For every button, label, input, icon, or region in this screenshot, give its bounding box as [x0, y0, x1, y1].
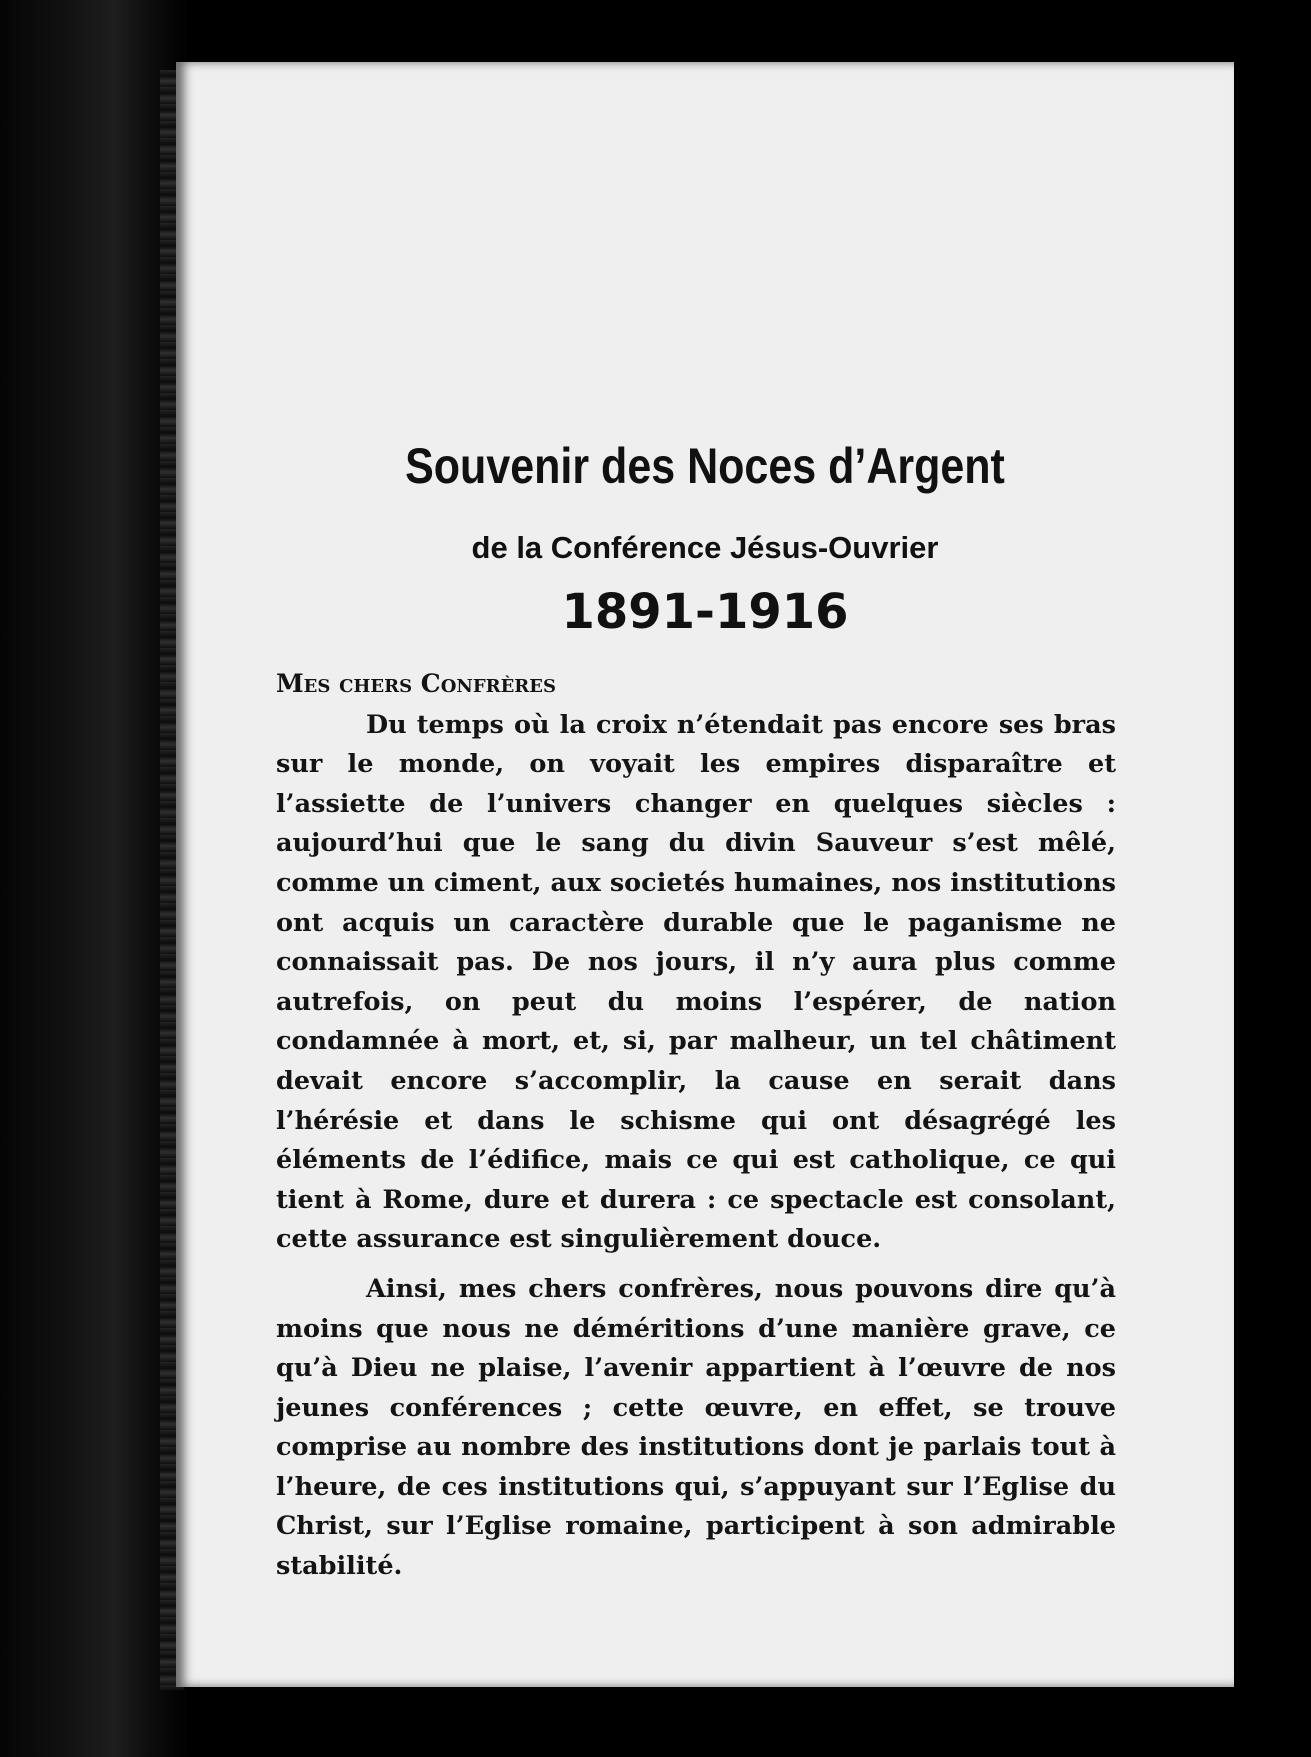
salutation: Mes chers Confrères — [276, 669, 556, 698]
paragraph-2: Ainsi, mes chers confrères, nous pouvons dire qu’à moins que nous ne déméritions d’une manière grave, ce qu’à Dieu ne plaise, l’avenir appartient à l’œuvre de nos jeunes conférences ; cette œuvre, en effet, se trouve comprise au nombre des institutions dont je parlais tout à l’heure, de ces institutions qui, s’appuyant sur l’Eglise du Christ, sur l’Eglise romaine, participent à son admirable stabilité. — [276, 1273, 1116, 1582]
document-subtitle: de la Conférence Jésus-Ouvrier — [471, 530, 939, 565]
document-page — [176, 62, 1234, 1687]
document-title: Souvenir des Noces d’Argent — [405, 438, 1005, 494]
document-years: 1891-1916 — [561, 584, 849, 640]
document-body — [276, 664, 1116, 1587]
paragraph-1: Du temps où la croix n’étendait pas encore ses bras sur le monde, on voyait les empires disparaître et l’assiette de l’univers changer en quelques siècles : aujourd’hui que le sang du divin Sauveur s’est mêlé, comme un ciment, aux societés humaines, nos institutions ont acquis un caractère durable que le paganisme ne connaissait pas. De nos jours, il n’y aura plus comme autrefois, on peut du moins l’espérer, de nation condamnée à mort, et, si, par malheur, un tel châtiment devait encore s’accomplir, la cause en serait dans l’hérésie et dans le schisme qui ont désagrégé les éléments de l’édifice, mais ce qui est catholique, ce qui tient à Rome, dure et durera : ce spectacle est consolant, cette assurance est singulièrement douce. — [276, 709, 1116, 1255]
